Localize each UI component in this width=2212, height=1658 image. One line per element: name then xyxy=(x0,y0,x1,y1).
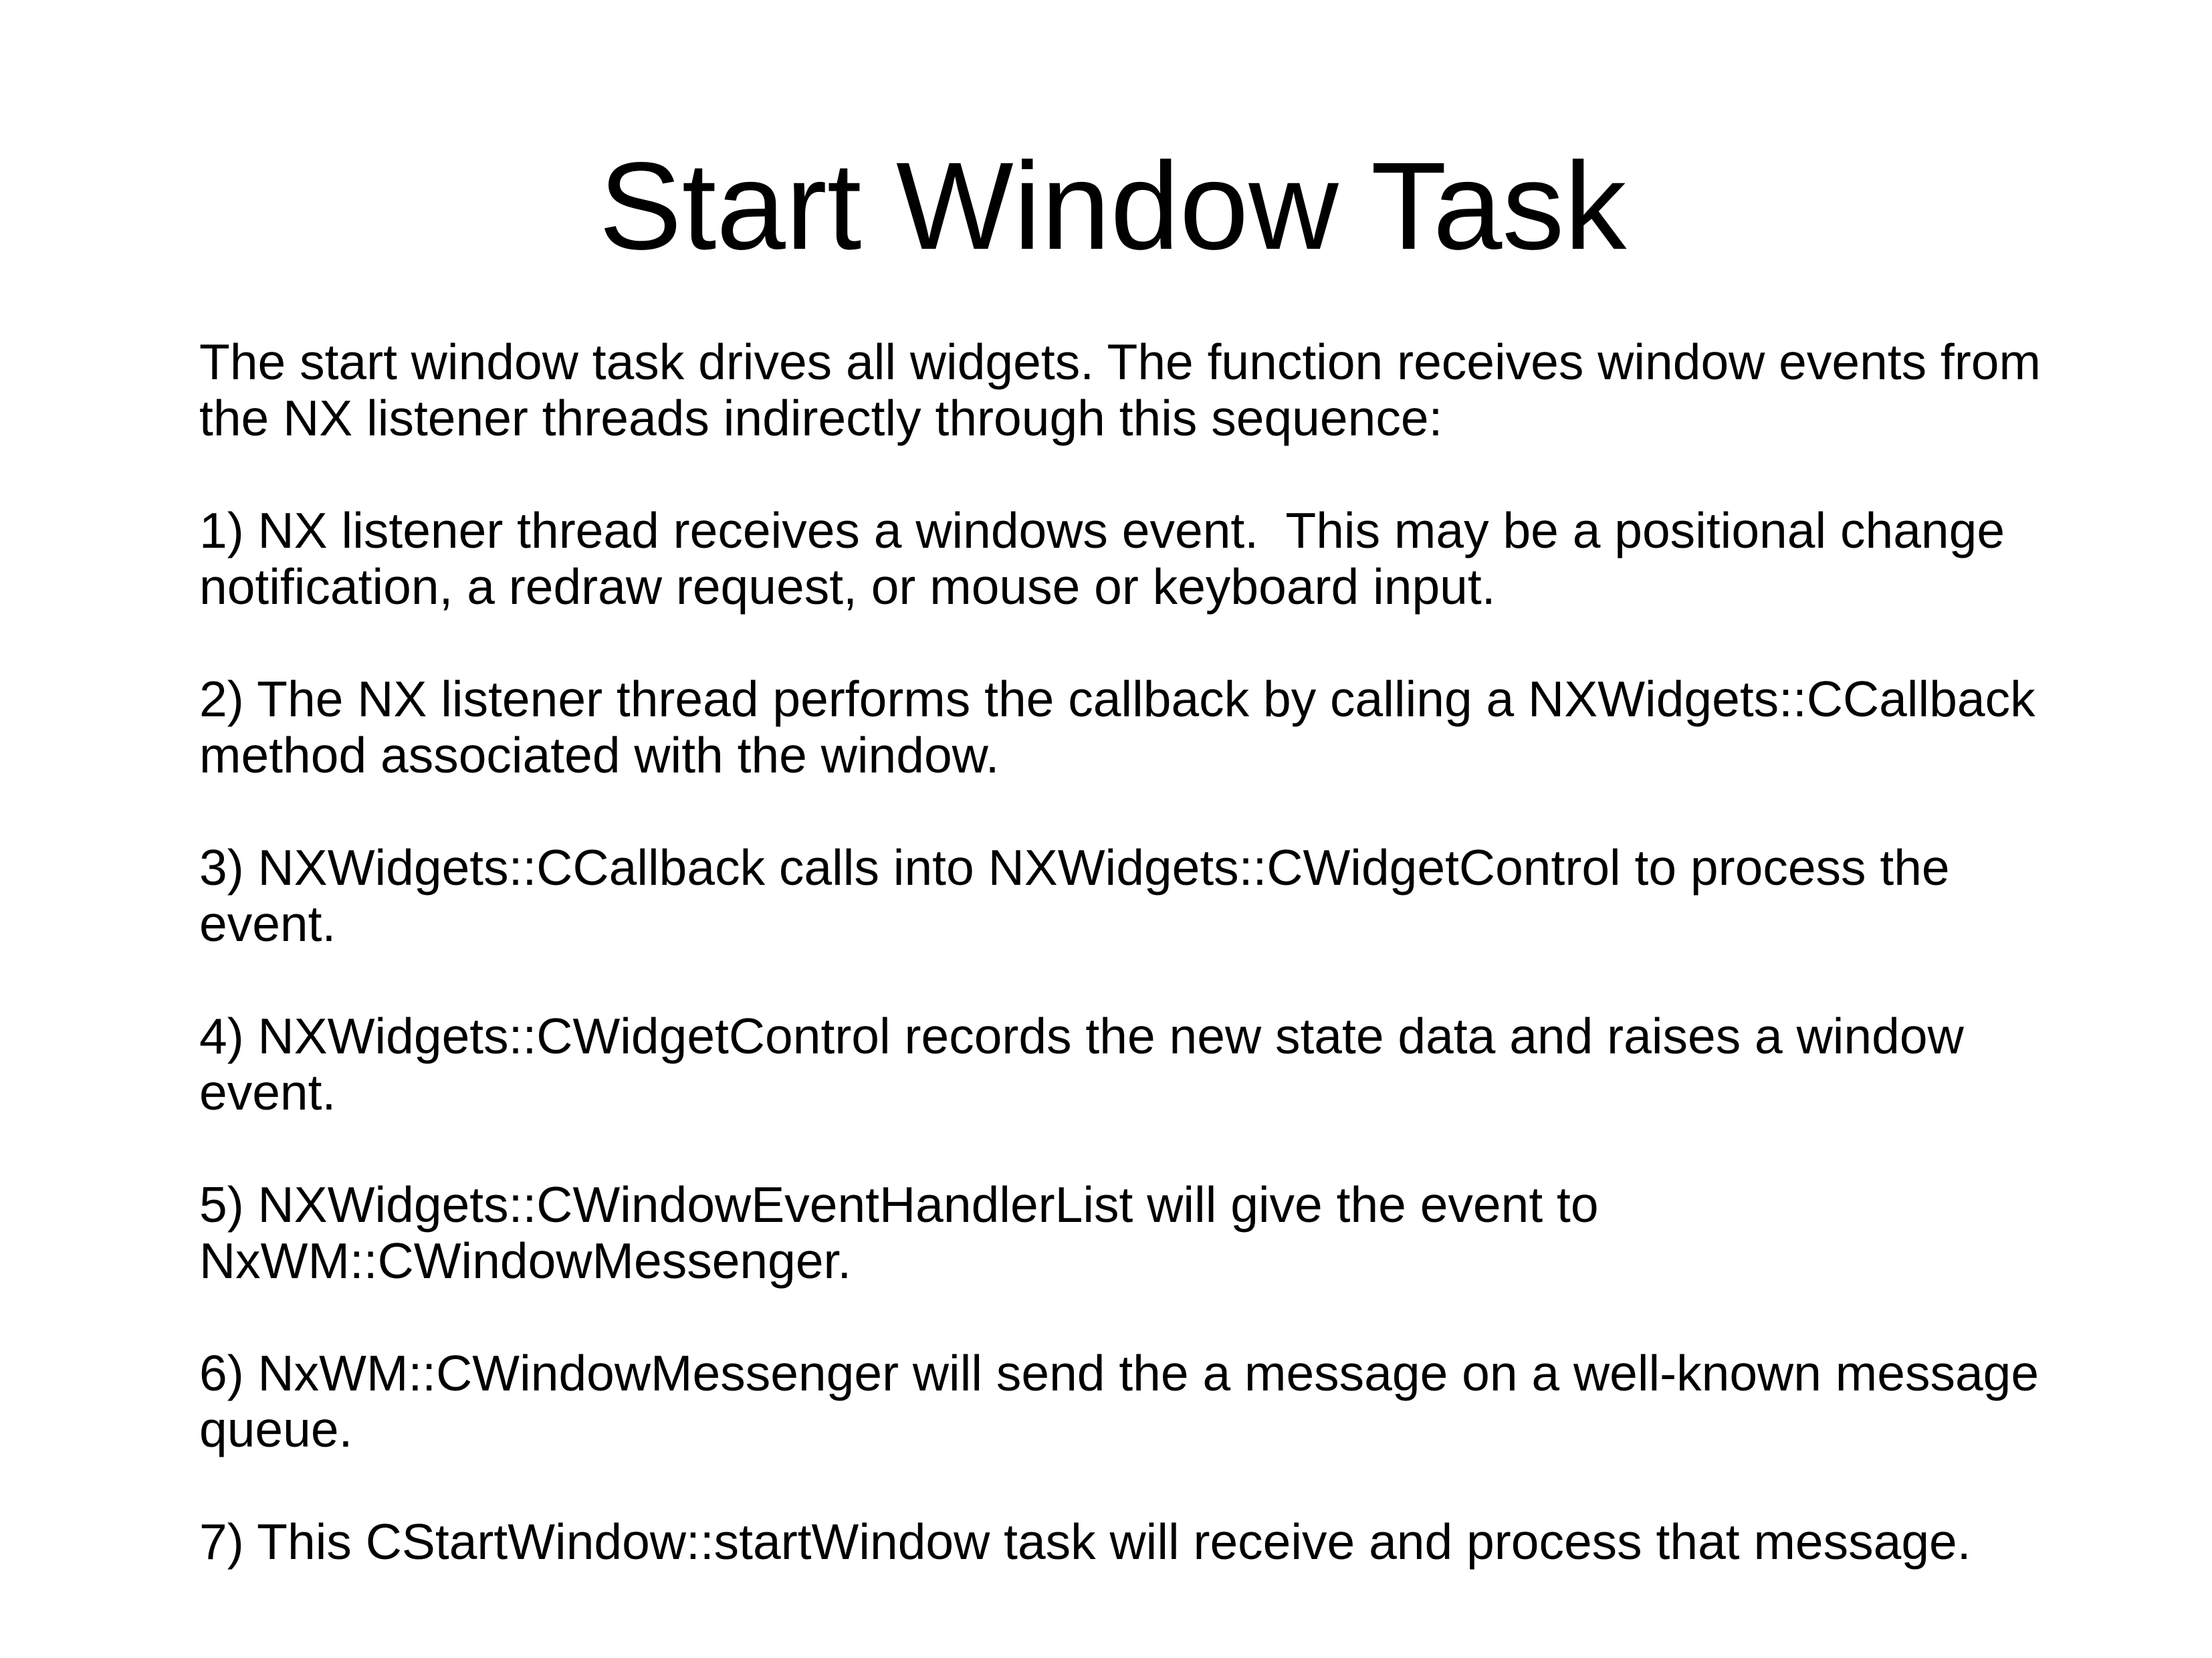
body-paragraph-step-1: 1) NX listener thread receives a windows event. This may be a positional change notification, a redraw request, or mouse or keyboard input. xyxy=(199,502,2005,615)
slide-title: Start Window Task xyxy=(598,137,1627,276)
body-paragraph-step-3: 3) NXWidgets::CCallback calls into NXWidgets::CWidgetControl to process the event. xyxy=(199,839,1950,952)
body-paragraph-intro: The start window task drives all widgets. The function receives window events from the NX listener threads indirectly through this sequence: xyxy=(199,334,2041,446)
body-paragraph-step-2: 2) The NX listener thread performs the callback by calling a NXWidgets::CCallback method associated with the window. xyxy=(199,671,2035,783)
body-paragraph-step-4: 4) NXWidgets::CWidgetControl records the new state data and raises a window event. xyxy=(199,1008,1964,1120)
body-paragraph-step-7: 7) This CStartWindow::startWindow task will receive and process that message. xyxy=(199,1514,1971,1570)
body-paragraph-step-6: 6) NxWM::CWindowMessenger will send the a message on a well-known message queue. xyxy=(199,1345,2039,1457)
body-paragraph-step-5: 5) NXWidgets::CWindowEventHandlerList will give the event to NxWM::CWindowMessenger. xyxy=(199,1176,1599,1289)
slide-body xyxy=(199,334,2078,1570)
